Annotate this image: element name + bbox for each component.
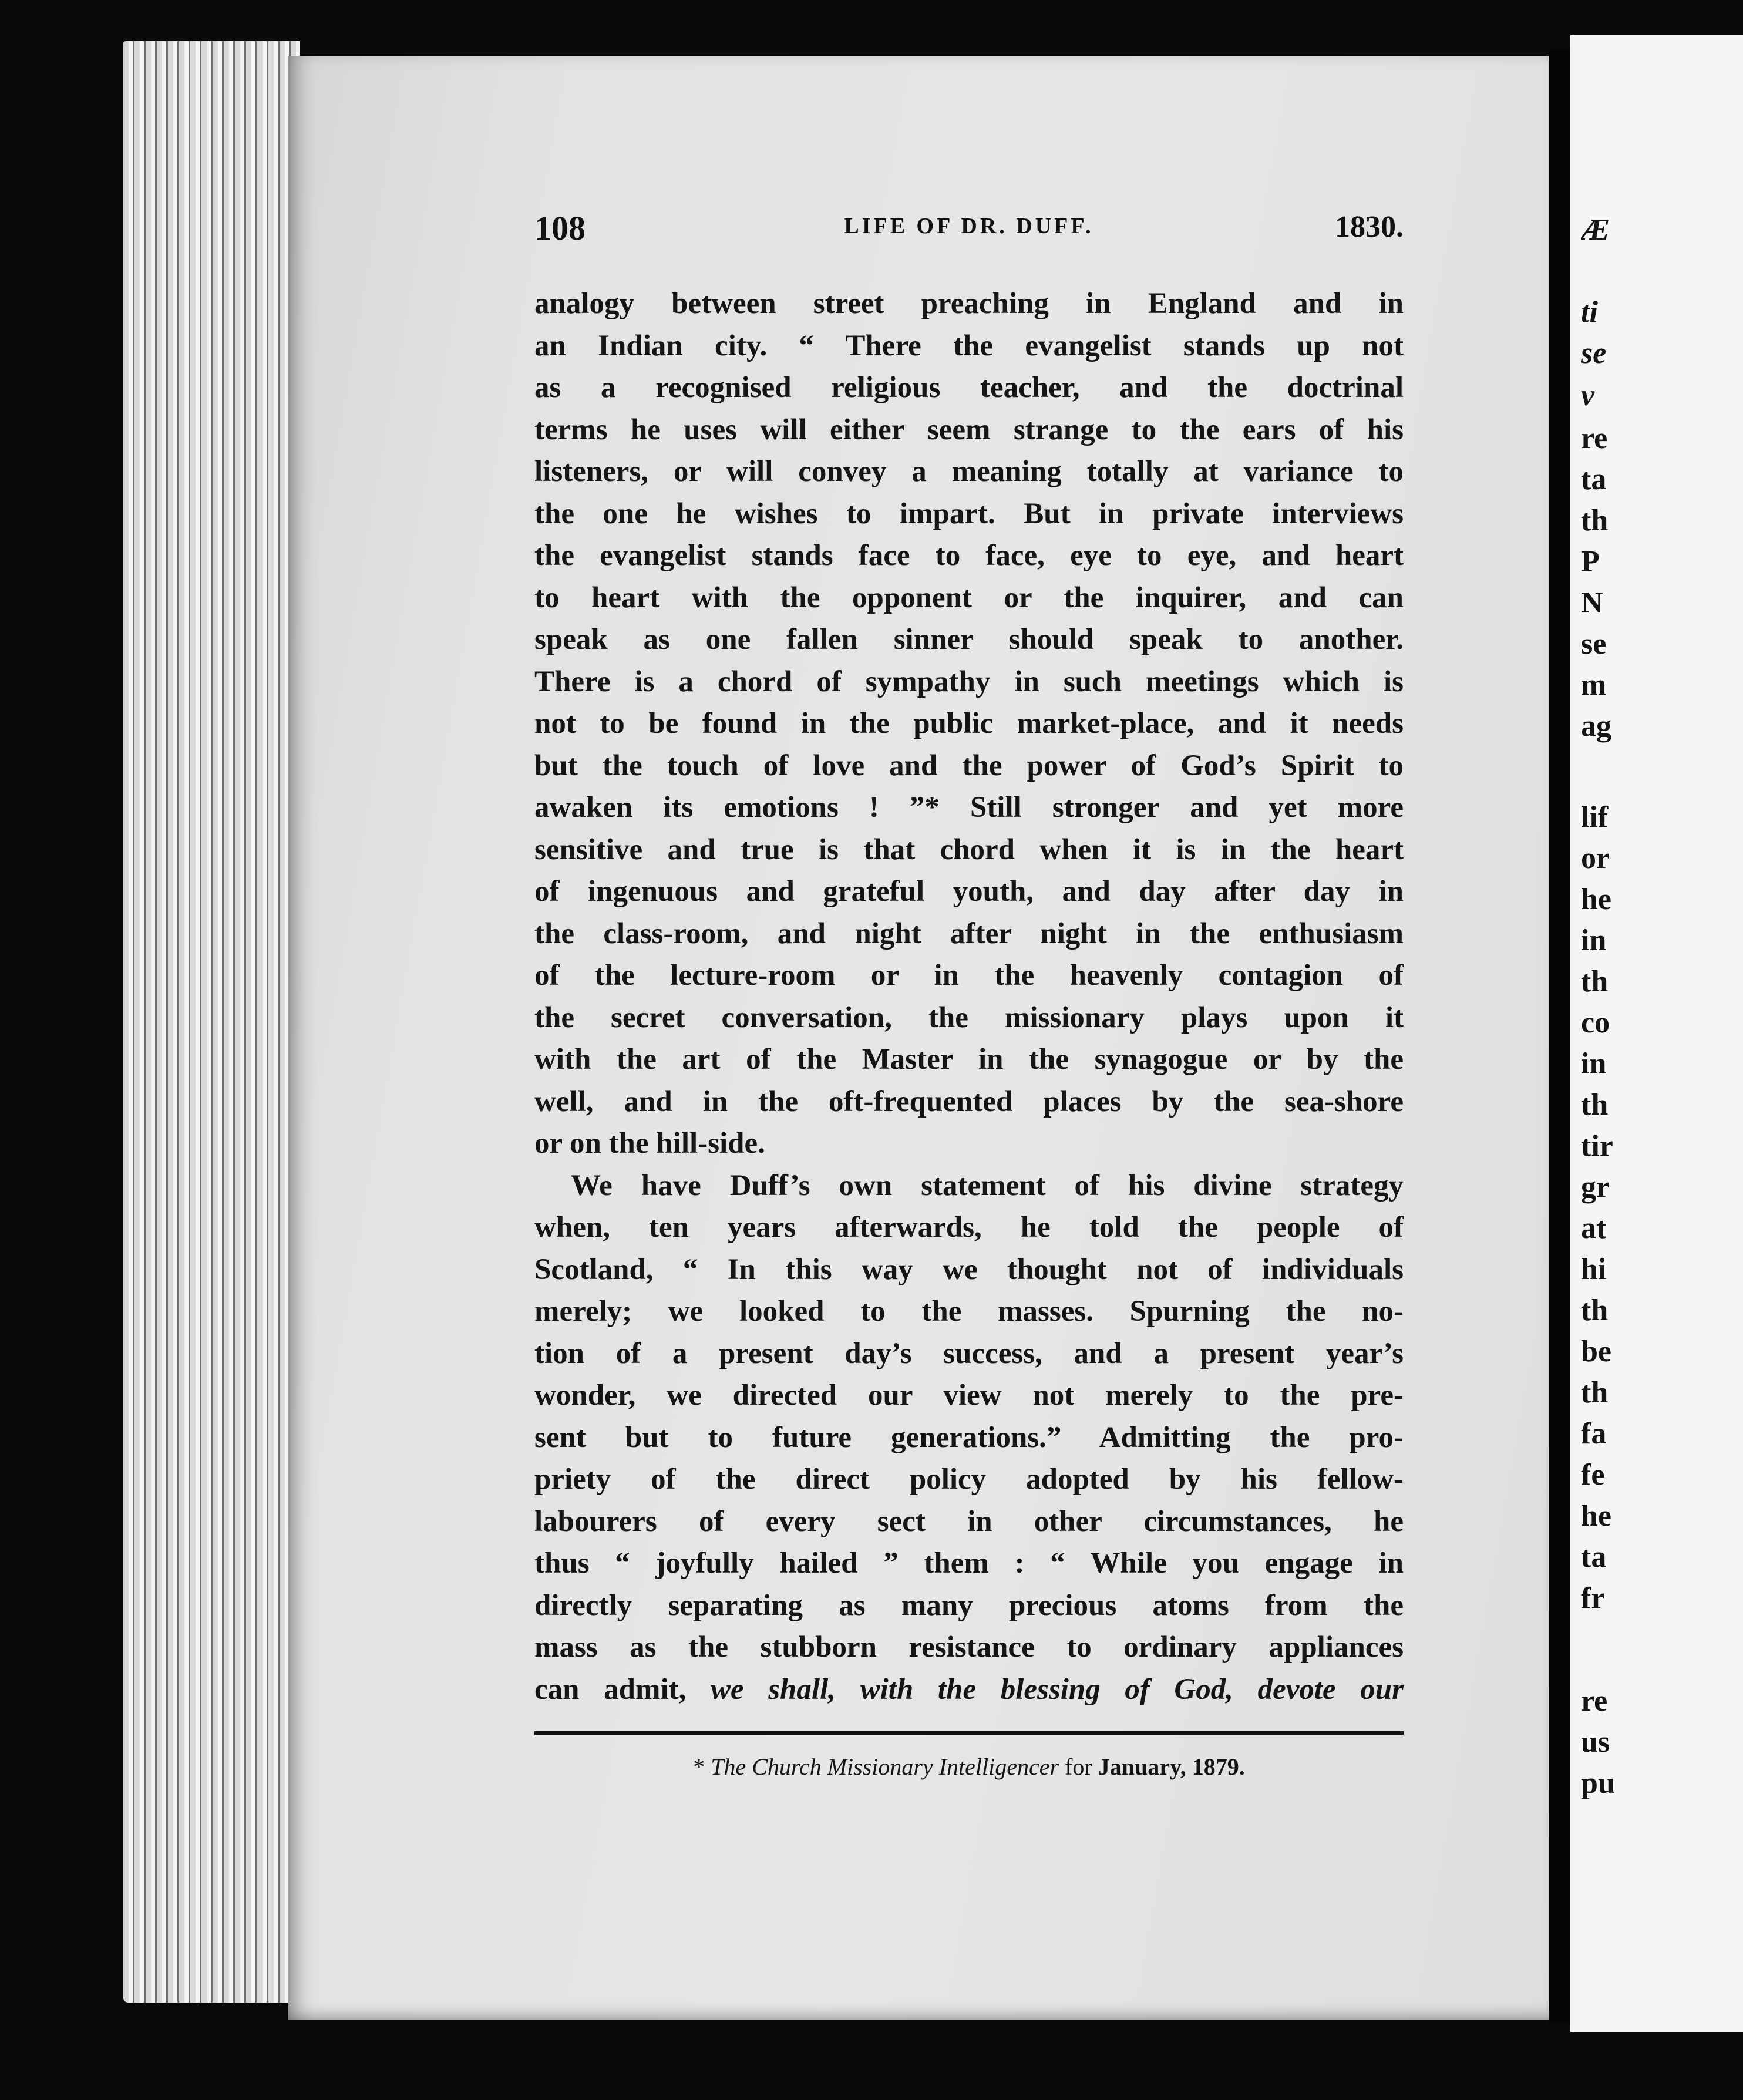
right-page-fragment: v (1581, 379, 1595, 412)
running-title: LIFE OF DR. DUFF. (844, 214, 1094, 238)
text-line: merely; we looked to the masses. Spurning the no- (534, 1295, 1404, 1328)
text-line: wonder, we directed our view not merely to the pre- (534, 1379, 1404, 1412)
right-page-fragment: th (1581, 1088, 1609, 1122)
text-line: when, ten years afterwards, he told the people of (534, 1211, 1404, 1244)
right-page-fragment: in (1581, 1047, 1607, 1081)
right-page-fragment: P (1581, 545, 1600, 578)
right-page-fragment: fr (1581, 1581, 1605, 1615)
text-line: We have Duff’s own statement of his divine strategy (571, 1169, 1404, 1202)
page-edges (123, 41, 300, 2003)
right-page-fragment: co (1581, 1006, 1610, 1039)
running-year: 1830. (1335, 210, 1404, 244)
right-page-fragment: m (1581, 668, 1607, 702)
right-page-fragment: or (1581, 842, 1610, 875)
text-line: mass as the stubborn resistance to ordinary appliances (534, 1631, 1404, 1664)
right-page-fragment: th (1581, 965, 1609, 998)
text-line: of ingenuous and grateful youth, and day after day in (534, 875, 1404, 908)
text-line: speak as one fallen sinner should speak to another. (534, 623, 1404, 656)
text-line: or on the hill-side. (534, 1127, 765, 1160)
right-page-fragment: fa (1581, 1417, 1607, 1451)
text-line: awaken its emotions ! ”* Still stronger and yet more (534, 791, 1404, 824)
text-line: listeners, or will convey a meaning totally at variance to (534, 455, 1404, 488)
text-line: of the lecture-room or in the heavenly contagion of (534, 959, 1404, 992)
final-roman-text: can admit, (534, 1672, 711, 1706)
right-page-fragment: se (1581, 627, 1607, 661)
text-line: labourers of every sect in other circumstances, he (534, 1505, 1404, 1538)
text-line: as a recognised religious teacher, and the doctrinal (534, 371, 1404, 404)
right-page-fragment: hi (1581, 1253, 1607, 1286)
text-line: with the art of the Master in the synagogue or by the (534, 1043, 1404, 1076)
text-line: terms he uses will either seem strange to the ears of his (534, 413, 1404, 446)
text-line: the class-room, and night after night in the enthusiasm (534, 917, 1404, 950)
text-line: thus “ joyfully hailed ” them : “ While you engage in (534, 1547, 1404, 1580)
text-line: tion of a present day’s success, and a present year’s (534, 1337, 1404, 1370)
text-line: the secret conversation, the missionary plays upon it (534, 1001, 1404, 1034)
body-text (534, 283, 1404, 1711)
right-page-fragment: pu (1581, 1766, 1615, 1800)
right-page-fragment: be (1581, 1335, 1611, 1368)
footnote (534, 1753, 1404, 1781)
right-page-fragment: fe (1581, 1458, 1605, 1492)
footnote-rule (534, 1731, 1404, 1735)
text-line: priety of the direct policy adopted by his fellow- (534, 1463, 1404, 1496)
footnote-date: January, 1879. (1098, 1754, 1245, 1780)
right-page-fragment: th (1581, 1294, 1609, 1327)
text-line: the evangelist stands face to face, eye to eye, and heart (534, 539, 1404, 572)
right-page-fragment: re (1581, 1684, 1608, 1718)
right-page-fragment: Æ (1581, 213, 1610, 247)
footnote-connector: for (1065, 1754, 1092, 1780)
right-page-fragment: se (1581, 336, 1607, 370)
text-line: not to be found in the public market-place, and it needs (534, 707, 1404, 740)
text-line: the one he wishes to impart. But in private interviews (534, 497, 1404, 530)
right-page-fragment: us (1581, 1725, 1610, 1759)
text-line: directly separating as many precious atoms from the (534, 1589, 1404, 1622)
right-page-fragment: ti (1581, 295, 1598, 329)
text-line: but the touch of love and the power of God’s Spirit to (534, 749, 1404, 782)
text-line: There is a chord of sympathy in such meetings which is (534, 665, 1404, 698)
footnote-journal-title: The Church Missionary Intelligencer (711, 1754, 1059, 1780)
right-page-fragment: gr (1581, 1170, 1610, 1204)
right-page-fragment: th (1581, 1376, 1609, 1409)
right-page-fragment: ta (1581, 463, 1607, 496)
right-page-fragment: ta (1581, 1540, 1607, 1574)
right-page-fragment: lif (1581, 800, 1609, 834)
right-page-fragment: tir (1581, 1129, 1613, 1163)
footnote-marker: * (693, 1754, 705, 1780)
text-line: analogy between street preaching in England and in (534, 287, 1404, 320)
right-page-fragment: in (1581, 924, 1607, 957)
text-line: well, and in the oft-frequented places by the sea-shore (534, 1085, 1404, 1118)
text-line: sent but to future generations.” Admitting the pro- (534, 1421, 1404, 1454)
right-page-fragment: N (1581, 586, 1603, 620)
book-gutter (1549, 50, 1570, 2023)
running-head (534, 208, 1404, 255)
right-page-fragment: th (1581, 504, 1609, 537)
right-page-fragment: ag (1581, 709, 1611, 743)
text-line: Scotland, “ In this way we thought not of individuals (534, 1253, 1404, 1286)
page-number: 108 (534, 209, 586, 247)
right-page-fragment: he (1581, 883, 1611, 916)
text-line: an Indian city. “ There the evangelist stands up not (534, 329, 1404, 362)
text-line: sensitive and true is that chord when it is in the heart (534, 833, 1404, 866)
text-line-final (534, 1669, 1404, 1711)
text-line: to heart with the opponent or the inquirer, and can (534, 581, 1404, 614)
right-page-fragment: re (1581, 422, 1608, 455)
right-page-fragment: he (1581, 1499, 1611, 1533)
final-italic-text: we shall, with the blessing of God, devote our (710, 1672, 1404, 1706)
right-page-fragment: at (1581, 1211, 1607, 1245)
